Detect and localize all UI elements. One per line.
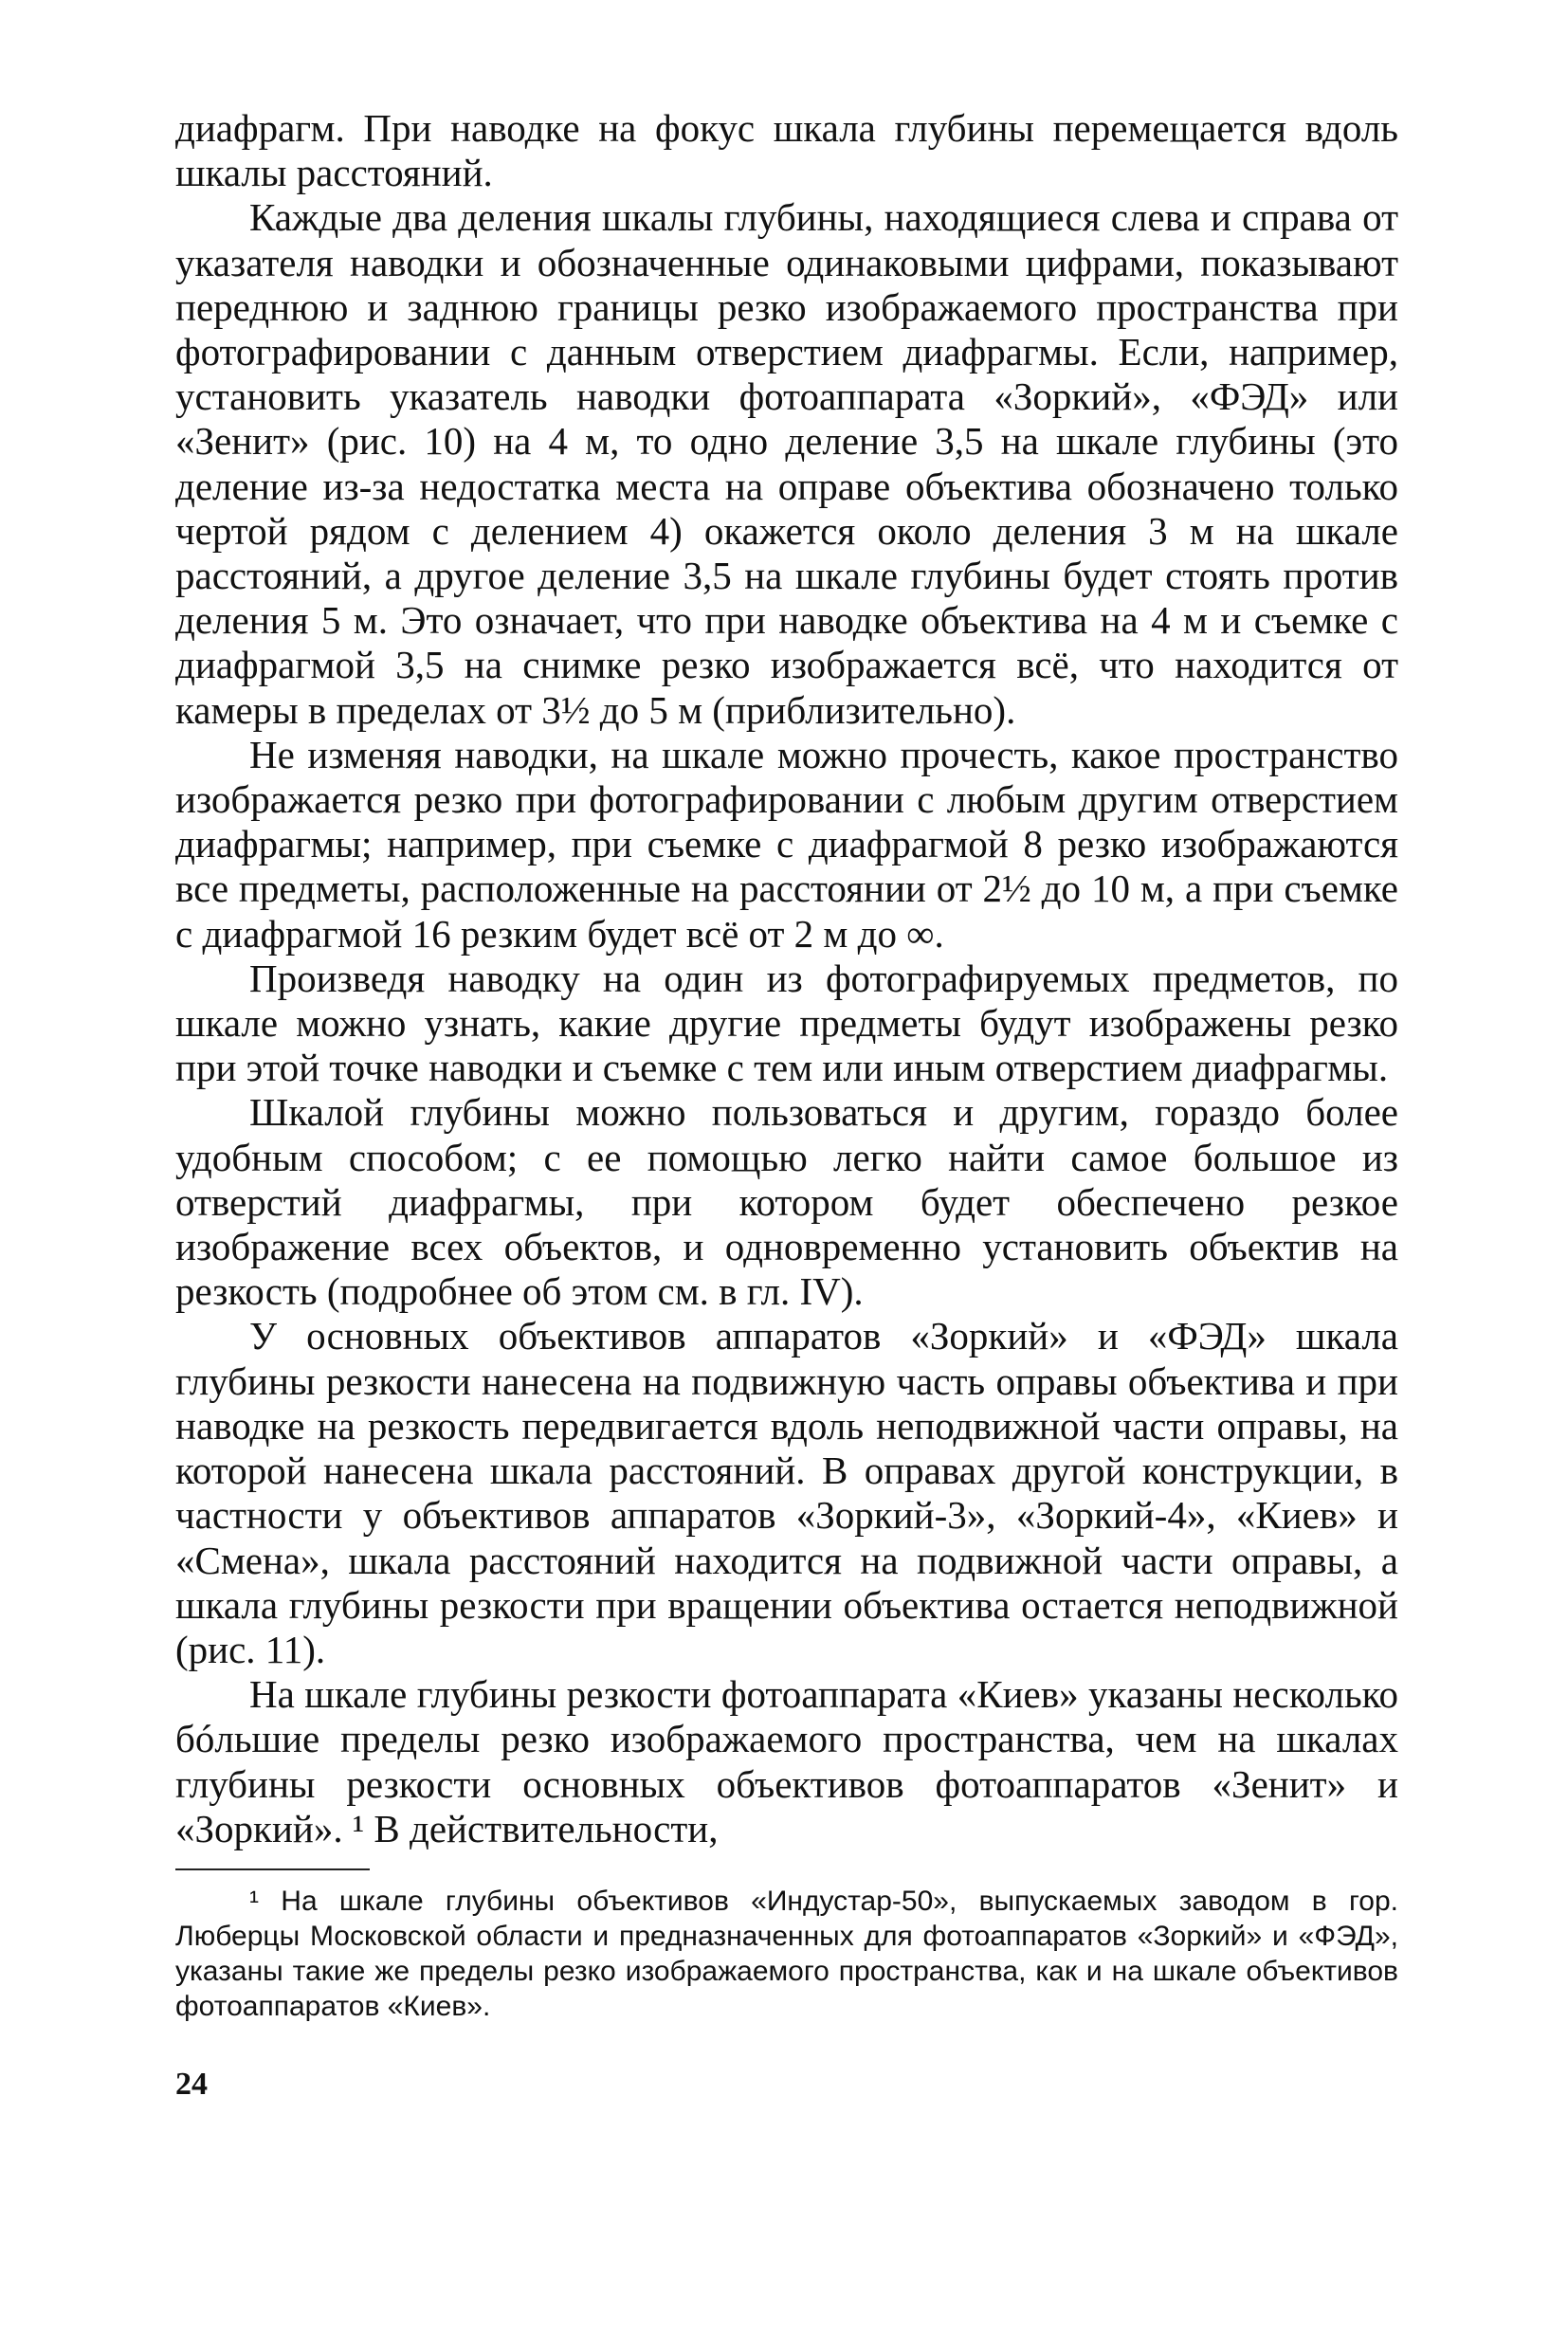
paragraph-1: диафрагм. При наводке на фокус шкала глубины перемещается вдоль шкалы расстояний. xyxy=(175,106,1398,195)
book-page xyxy=(175,106,1398,2268)
paragraph-5: Шкалой глубины можно пользоваться и другим, гораздо более удобным способом; с ее помощью легко найти самое большое из отверстий диафрагмы, при котором будет обеспечено резкое изображение всех объектов, и одновременно установить объектив на резкость (подробнее об этом см. в гл. IV). xyxy=(175,1090,1398,1314)
footnote: ¹ На шкале глубины объективов «Индустар-50», выпускаемых заводом в гор. Люберцы Московской области и предназначенных для фотоаппаратов «Зоркий» и «ФЭД», указаны такие же пределы резко изображаемого пространства, как и на шкале объективов фотоаппаратов «Киев». xyxy=(175,1885,1398,2022)
paragraph-4: Произведя наводку на один из фотографируемых предметов, по шкале можно узнать, какие другие предметы будут изображены резко при этой точке наводки и съемке с тем или иным отверстием диафрагмы. xyxy=(175,956,1398,1090)
footnote-divider xyxy=(175,1868,370,1870)
paragraph-7: На шкале глубины резкости фотоаппарата «Киев» указаны несколько бóльшие пределы резко изображаемого пространства, чем на шкалах глубины резкости основных объективов фотоаппаратов «Зенит» и «Зоркий». ¹ В действительности, xyxy=(175,1672,1398,1850)
paragraph-6: У основных объективов аппаратов «Зоркий» и «ФЭД» шкала глубины резкости нанесена на подвижную часть оправы объектива и при наводке на резкость передвигается вдоль неподвижной части оправы, на которой нанесена шкала расстояний. В оправах другой конструкции, в частности у объективов аппаратов «Зоркий-3», «Зоркий-4», «Киев» и «Смена», шкала расстояний находится на подвижной части оправы, а шкала глубины резкости при вращении объектива остается неподвижной (рис. 11). xyxy=(175,1314,1398,1671)
paragraph-3: Не изменяя наводки, на шкале можно прочесть, какое пространство изображается резко при фотографировании с любым другим отверстием диафрагмы; например, при съемке с диафрагмой 8 резко изображаются все предметы, расположенные на расстоянии от 2½ до 10 м, а при съемке с диафрагмой 16 резким будет всё от 2 м до ∞. xyxy=(175,732,1398,956)
paragraph-2: Каждые два деления шкалы глубины, находящиеся слева и справа от указателя наводки и обозначенные одинаковыми цифрами, показывают переднюю и заднюю границы резко изображаемого пространства при фотографировании с данным отверстием диафрагмы. Если, например, установить указатель наводки фотоаппарата «Зоркий», «ФЭД» или «Зенит» (рис. 10) на 4 м, то одно деление 3,5 на шкале глубины (это деление из-за недостатка места на оправе объектива обозначено только чертой рядом с делением 4) окажется около деления 3 м на шкале расстояний, а другое деление 3,5 на шкале глубины будет стоять против деления 5 м. Это означает, что при наводке объектива на 4 м и съемке с диафрагмой 3,5 на снимке резко изображается всё, что находится от камеры в пределах от 3½ до 5 м (приблизительно). xyxy=(175,195,1398,732)
page-number: 24 xyxy=(175,2066,208,2102)
main-text xyxy=(175,106,1398,1851)
